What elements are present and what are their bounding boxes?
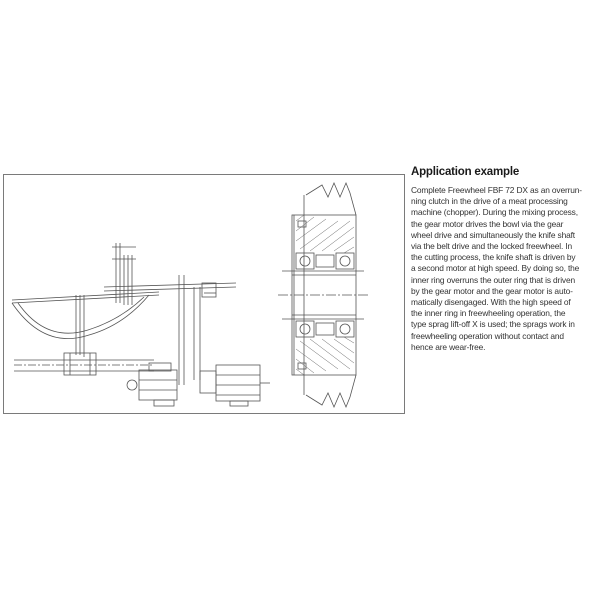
body-line: matically disengaged. With the high speed of: [411, 297, 571, 308]
technical-drawing: [4, 175, 406, 415]
text-column: [411, 166, 596, 353]
body-line: the inner ring in freewheeling operation, the: [411, 308, 566, 319]
body-line: wheel drive and simultaneously the knife shaft: [411, 229, 575, 240]
body-line: hence are wear-free.: [411, 341, 486, 352]
figure-frame: [3, 174, 405, 414]
body-line: inner ring overruns the outer ring that is driven: [411, 274, 575, 285]
body-line: ning clutch in the drive of a meat processing: [411, 196, 568, 207]
section-heading: Application example: [411, 166, 520, 178]
body-line: by the gear motor and the gear motor is auto-: [411, 285, 573, 296]
body-line: via the belt drive and the locked freewheel. In: [411, 241, 573, 252]
body-line: freewheeling operation without contact and: [411, 330, 564, 341]
section-body: [411, 185, 596, 353]
machine-drive-schematic: [12, 243, 270, 406]
body-line: Complete Freewheel FBF 72 DX as an overrun-: [411, 185, 582, 195]
freewheel-cross-section: [278, 183, 368, 407]
body-line: type sprag lift-off X is used; the sprags work in: [411, 319, 575, 330]
body-line: machine (chopper). During the mixing process,: [411, 207, 578, 218]
body-line: the cutting process, the knife shaft is driven by: [411, 252, 576, 263]
body-line: a second motor at high speed. By doing so, the: [411, 263, 580, 274]
body-line: the gear motor drives the bowl via the gear: [411, 218, 564, 229]
